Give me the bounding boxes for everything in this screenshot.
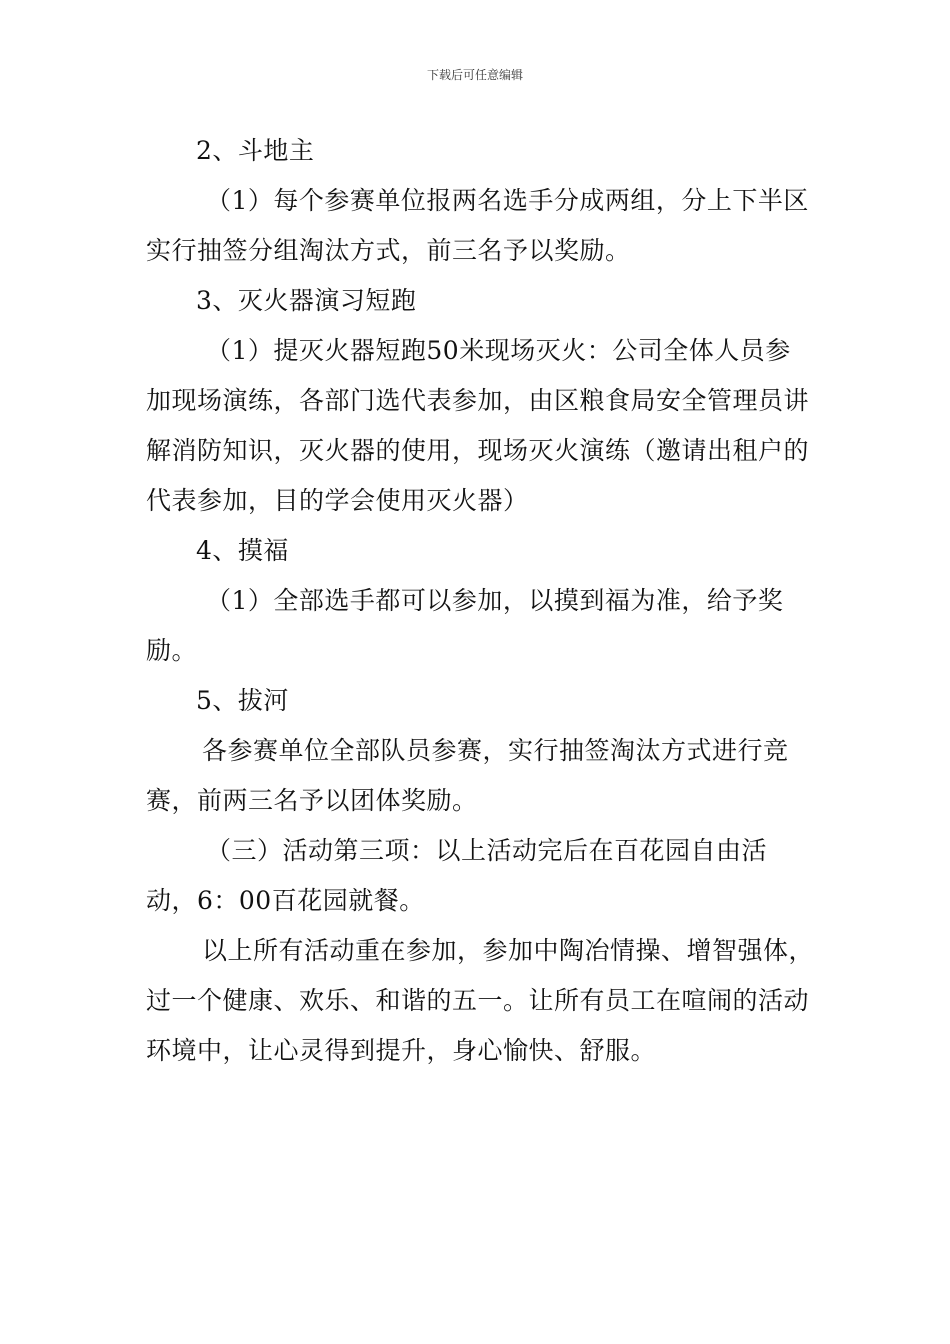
page-header: 下载后可任意编辑 — [426, 68, 523, 82]
section-heading-extinguisher-race: 3、灭火器演习短跑 — [196, 286, 417, 315]
document-body — [146, 126, 816, 1076]
paragraph-tug-of-war-rules: 各参赛单位全部队员参赛，实行抽签淘汰方式进行竞赛，前两三名予以团体奖励。 — [146, 736, 789, 815]
paragraph-closing: 以上所有活动重在参加，参加中陶冶情操、增智强体，过一个健康、欢乐、和谐的五一。让所有员工在喧闹的活动环境中，让心灵得到提升，身心愉快、舒服。 — [146, 936, 815, 1065]
paragraph-mo-fu-rules: （1）全部选手都可以参加，以摸到福为准，给予奖励。 — [146, 586, 784, 665]
section-heading-tug-of-war: 5、拔河 — [196, 686, 289, 715]
section-heading-mo-fu: 4、摸福 — [196, 536, 289, 565]
paragraph-activity-three: （三）活动第三项：以上活动完后在百花园自由活动，6：00百花园就餐。 — [146, 836, 768, 915]
section-heading-dou-di-zhu: 2、斗地主 — [196, 136, 315, 165]
paragraph-dou-di-zhu-rules: （1）每个参赛单位报两名选手分成两组，分上下半区实行抽签分组淘汰方式，前三名予以奖励。 — [146, 186, 809, 265]
paragraph-extinguisher-race-rules: （1）提灭火器短跑50米现场灭火：公司全体人员参加现场演练，各部门选代表参加，由区粮食局安全管理员讲解消防知识，灭火器的使用，现场灭火演练（邀请出租户的代表参加，目的学会使用灭火器） — [146, 336, 810, 515]
